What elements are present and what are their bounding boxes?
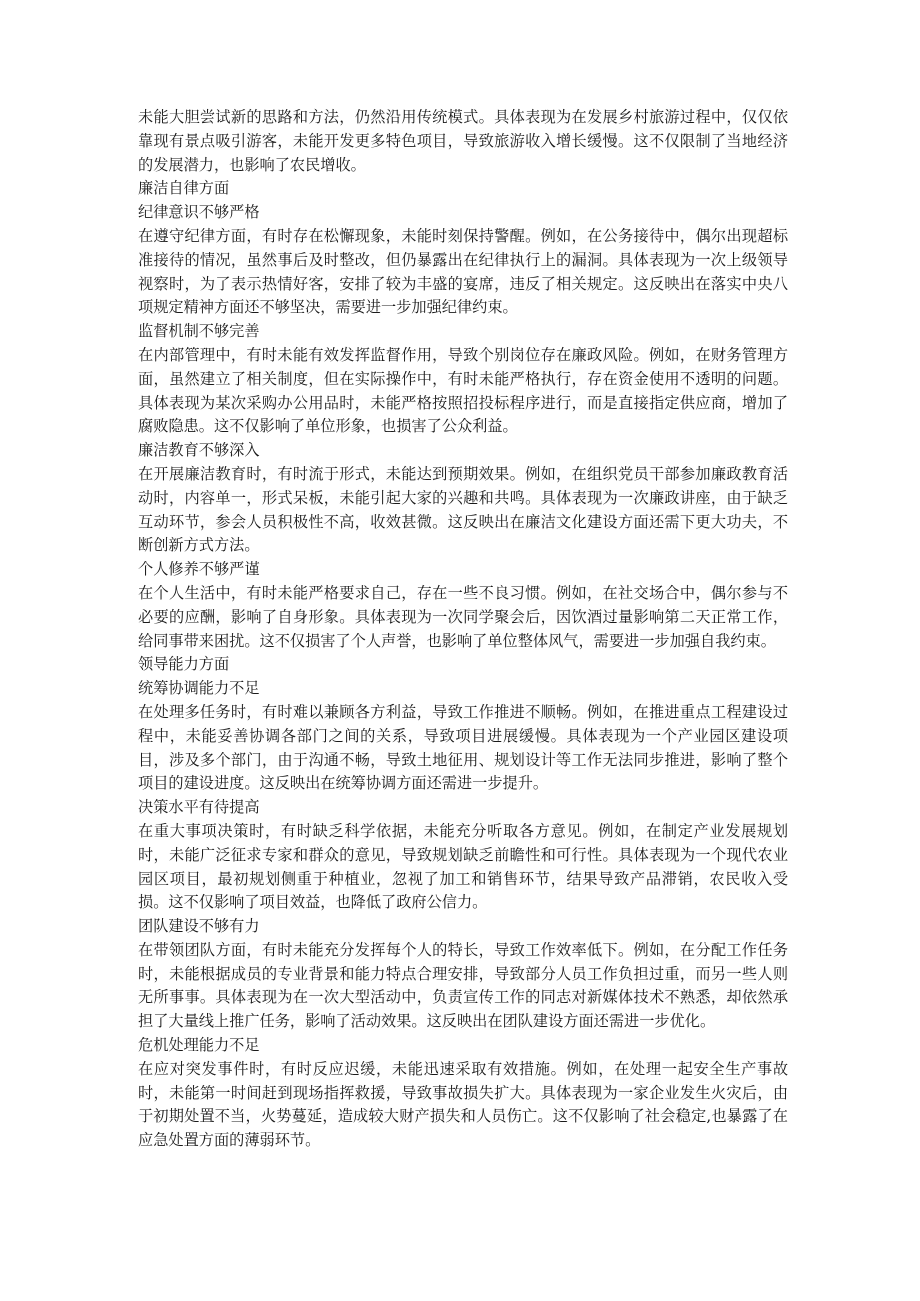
subsection-heading: 统筹协调能力不足 <box>138 679 260 698</box>
paragraph: 在处理多任务时，有时难以兼顾各方利益，导致工作推进不顺畅。例如，在推进重点工程建设过程中，未能妥善协调各部门之间的关系，导致项目进展缓慢。具体表现为一个产业园区建设项目，涉及多个部门，由于沟通不畅，导致土地征用、规划设计等工作无法同步推进，影响了整个项目的建设进度。这反映出在统筹协调方面还需进一步提升。 <box>138 702 788 793</box>
paragraph: 在带领团队方面，有时未能充分发挥每个人的特长，导致工作效率低下。例如，在分配工作任务时，未能根据成员的专业背景和能力特点合理安排，导致部分人员工作负担过重，而另一些人则无所事事。具体表现为在一次大型活动中，负责宣传工作的同志对新媒体技术不熟悉，却依然承担了大量线上推广任务，影响了活动效果。这反映出在团队建设方面还需进一步优化。 <box>138 940 788 1031</box>
section-heading: 领导能力方面 <box>138 655 230 674</box>
document-body <box>138 106 788 1153</box>
paragraph: 在应对突发事件时，有时反应迟缓，未能迅速采取有效措施。例如，在处理一起安全生产事故时，未能第一时间赶到现场指挥救援，导致事故损失扩大。具体表现为一家企业发生火灾后，由于初期处置不当，火势蔓延，造成较大财产损失和人员伤亡。这不仅影响了社会稳定,也暴露了在应急处置方面的薄弱环节。 <box>138 1059 788 1150</box>
subsection-heading: 决策水平有待提高 <box>138 798 260 817</box>
subsection-heading: 纪律意识不够严格 <box>138 203 260 222</box>
paragraph: 在重大事项决策时，有时缺乏科学依据，未能充分听取各方意见。例如，在制定产业发展规划时，未能广泛征求专家和群众的意见，导致规划缺乏前瞻性和可行性。具体表现为一个现代农业园区项目，最初规划侧重于种植业，忽视了加工和销售环节，结果导致产品滞销，农民收入受损。这不仅影响了项目效益，也降低了政府公信力。 <box>138 821 788 912</box>
subsection-heading: 监督机制不够完善 <box>138 322 260 341</box>
paragraph: 未能大胆尝试新的思路和方法，仍然沿用传统模式。具体表现为在发展乡村旅游过程中，仅仅依靠现有景点吸引游客，未能开发更多特色项目，导致旅游收入增长缓慢。这不仅限制了当地经济的发展潜力，也影响了农民增收。 <box>138 108 788 174</box>
subsection-heading: 危机处理能力不足 <box>138 1036 260 1055</box>
subsection-heading: 廉洁教育不够深入 <box>138 441 260 460</box>
paragraph: 在遵守纪律方面，有时存在松懈现象，未能时刻保持警醒。例如，在公务接待中，偶尔出现超标准接待的情况，虽然事后及时整改，但仍暴露出在纪律执行上的漏洞。具体表现为一次上级领导视察时，为了表示热情好客，安排了较为丰盛的宴席，违反了相关规定。这反映出在落实中央八项规定精神方面还不够坚决，需要进一步加强纪律约束。 <box>138 226 788 317</box>
section-heading: 廉洁自律方面 <box>138 179 230 198</box>
paragraph: 在个人生活中，有时未能严格要求自己，存在一些不良习惯。例如，在社交场合中，偶尔参与不必要的应酬，影响了自身形象。具体表现为一次同学聚会后，因饮酒过量影响第二天正常工作，给同事带来困扰。这不仅损害了个人声誉，也影响了单位整体风气，需要进一步加强自我约束。 <box>138 583 788 650</box>
subsection-heading: 团队建设不够有力 <box>138 917 260 936</box>
paragraph: 在开展廉洁教育时，有时流于形式，未能达到预期效果。例如，在组织党员干部参加廉政教育活动时，内容单一，形式呆板，未能引起大家的兴趣和共鸣。具体表现为一次廉政讲座，由于缺乏互动环节，参会人员积极性不高，收效甚微。这反映出在廉洁文化建设方面还需下更大功夫，不断创新方式方法。 <box>138 464 788 555</box>
paragraph: 在内部管理中，有时未能有效发挥监督作用，导致个别岗位存在廉政风险。例如，在财务管理方面，虽然建立了相关制度，但在实际操作中，有时未能严格执行，存在资金使用不透明的问题。具体表现为某次采购办公用品时，未能严格按照招投标程序进行，而是直接指定供应商，增加了腐败隐患。这不仅影响了单位形象，也损害了公众利益。 <box>138 345 788 436</box>
subsection-heading: 个人修养不够严谨 <box>138 560 260 579</box>
